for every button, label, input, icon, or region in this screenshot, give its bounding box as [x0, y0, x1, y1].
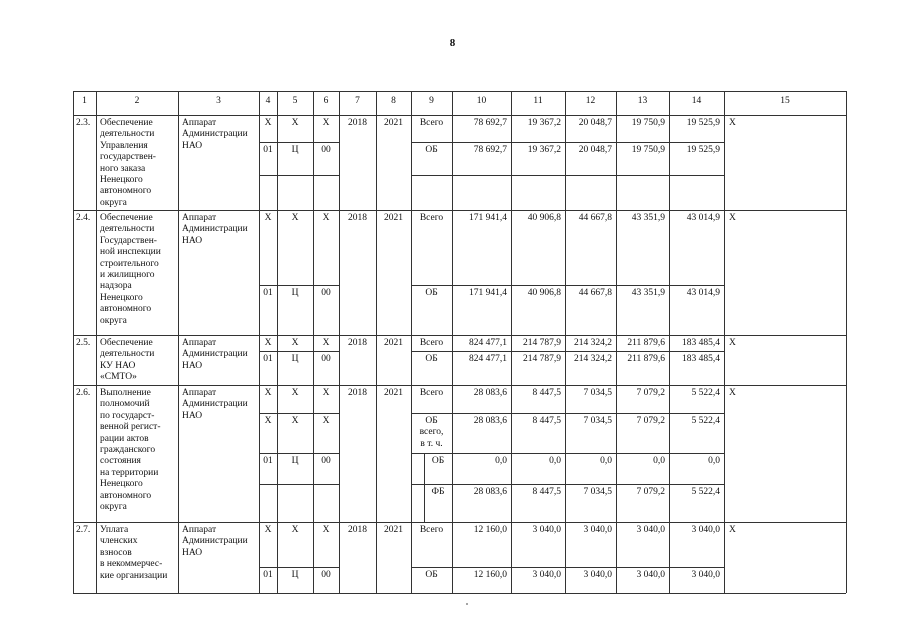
event-name: гражданского	[100, 445, 156, 455]
column-header: 3	[216, 96, 221, 106]
subrow-rule	[411, 453, 724, 454]
event-name: Обеспечение	[100, 213, 153, 223]
column-rule	[178, 335, 179, 385]
amount-value: 28 083,6	[473, 487, 507, 497]
amount-value: 7 079,2	[636, 388, 665, 398]
column-15-mark: Х	[729, 338, 736, 348]
column-header: 2	[134, 96, 140, 106]
subrow-rule	[259, 175, 339, 176]
amount-value: 3 040,0	[691, 525, 720, 535]
amount-value: 19 525,9	[686, 145, 720, 155]
amount-value: 19 367,2	[527, 145, 561, 155]
column-header: 12	[585, 96, 596, 106]
amount-value: 0,0	[600, 456, 612, 466]
event-name: деятельности	[100, 349, 155, 360]
amount-value: 40 906,8	[527, 213, 561, 223]
column-15-mark: Х	[729, 213, 736, 223]
code-col-5: Х	[291, 338, 299, 348]
year-start: 2018	[348, 213, 367, 223]
amount-value: 3 040,0	[532, 525, 561, 535]
amount-value: 20 048,7	[578, 145, 612, 155]
event-name: надзора	[100, 281, 132, 292]
subrow-rule	[411, 142, 724, 143]
code-col-5: Ц	[291, 570, 299, 580]
funding-source: ОБ	[425, 354, 438, 364]
amount-value: 19 525,9	[686, 118, 720, 128]
amount-value: 44 667,8	[578, 288, 612, 298]
amount-value: 5 522,4	[691, 416, 720, 426]
column-rule	[616, 210, 617, 335]
event-name: автономного	[100, 304, 152, 315]
code-col-4: 01	[263, 354, 273, 364]
code-col-5: Х	[291, 416, 299, 426]
subrow-rule	[259, 351, 339, 352]
column-header: 15	[780, 96, 790, 106]
subrow-rule	[411, 567, 724, 568]
code-col-4: 01	[263, 570, 273, 580]
column-header: 8	[391, 96, 396, 106]
funding-source: ОБ	[425, 570, 438, 580]
funding-source: ФБ	[431, 487, 445, 497]
column-header: 10	[476, 96, 487, 106]
column-header: 14	[691, 96, 702, 106]
code-col-5: Х	[291, 525, 299, 535]
code-col-6: Х	[322, 118, 330, 128]
column-rule	[339, 210, 340, 335]
column-rule	[376, 385, 377, 522]
event-name: КУ НАО	[100, 360, 136, 371]
amount-value: 19 750,9	[631, 145, 665, 155]
amount-value: 0,0	[549, 456, 561, 466]
executor-name: Администрации	[182, 349, 248, 360]
code-col-6: 00	[321, 456, 331, 466]
event-name: округа	[100, 315, 127, 326]
column-rule	[846, 210, 847, 335]
executor-name: НАО	[182, 235, 203, 246]
event-name: состояния	[100, 456, 141, 467]
code-col-4: Х	[264, 416, 272, 426]
row-number: 2.7.	[76, 525, 91, 535]
amount-value: 8 447,5	[532, 487, 561, 497]
subrow-rule	[259, 142, 339, 143]
funding-source: в т. ч.	[420, 438, 443, 449]
amount-value: 12 160,0	[473, 570, 507, 580]
column-rule	[669, 210, 670, 335]
amount-value: 824 477,1	[469, 338, 507, 348]
code-col-4: 01	[263, 288, 273, 298]
amount-value: 171 941,4	[469, 288, 507, 298]
event-name: Ненецкого	[100, 175, 143, 185]
code-col-6: 00	[321, 288, 331, 298]
amount-value: 5 522,4	[691, 388, 720, 398]
subrow-rule	[411, 351, 724, 352]
code-col-6: Х	[322, 388, 330, 398]
executor-name: Аппарат	[182, 388, 217, 398]
column-rule	[724, 335, 725, 385]
event-name: государствен-	[100, 152, 156, 163]
code-col-4: Х	[264, 525, 272, 535]
funding-source: Всего	[419, 213, 444, 223]
funding-source: ОБ	[425, 416, 438, 426]
event-name: деятельности	[100, 129, 155, 140]
code-col-6: Х	[322, 213, 330, 223]
year-end: 2021	[384, 338, 403, 348]
amount-value: 3 040,0	[583, 570, 612, 580]
amount-value: 7 034,5	[583, 487, 612, 497]
column-header: 4	[265, 96, 271, 106]
event-name: строительного	[100, 258, 159, 269]
code-col-6: Х	[322, 525, 330, 535]
funding-source: Всего	[419, 525, 444, 535]
column-rule	[73, 210, 74, 335]
code-col-4: 01	[263, 145, 273, 155]
event-name: и жилищного	[100, 270, 155, 280]
row-number: 2.4.	[76, 213, 91, 223]
amount-value: 28 083,6	[473, 388, 507, 398]
column-rule	[96, 385, 97, 522]
amount-value: 43 351,9	[631, 213, 665, 223]
row-separator	[73, 335, 846, 336]
column-rule	[339, 385, 340, 522]
amount-value: 43 014,9	[686, 213, 720, 223]
year-start: 2018	[348, 388, 367, 398]
event-name: кие организации	[100, 570, 168, 581]
amount-value: 8 447,5	[532, 388, 561, 398]
amount-value: 19 367,2	[527, 118, 561, 128]
column-rule	[511, 210, 512, 335]
code-col-6: 00	[321, 145, 331, 155]
executor-name: Аппарат	[182, 213, 217, 223]
executor-name: НАО	[182, 140, 203, 151]
event-name: на территории	[100, 467, 159, 478]
event-name: по государст-	[100, 410, 155, 421]
event-name: ного заказа	[100, 163, 146, 174]
code-col-6: Х	[322, 338, 330, 348]
column-header: 11	[533, 96, 543, 106]
year-start: 2018	[348, 525, 367, 535]
funding-source: ОБ	[431, 456, 445, 466]
code-col-6: 00	[321, 354, 331, 364]
event-name: деятельности	[100, 224, 155, 235]
column-15-mark: Х	[729, 525, 736, 535]
event-name: округа	[100, 502, 127, 512]
column-header: 1	[82, 96, 87, 106]
event-name: «СМТО»	[100, 372, 137, 383]
row-number: 2.6.	[76, 388, 91, 398]
code-col-5: Х	[291, 213, 299, 223]
column-rule	[846, 522, 847, 593]
event-name: ной инспекции	[100, 247, 161, 258]
year-end: 2021	[384, 525, 403, 535]
amount-value: 28 083,6	[473, 416, 507, 426]
column-rule	[96, 522, 97, 593]
amount-value: 0,0	[653, 456, 665, 466]
amount-value: 824 477,1	[469, 354, 507, 364]
amount-value: 3 040,0	[532, 570, 561, 580]
column-rule	[178, 210, 179, 335]
event-name: Управления	[100, 140, 148, 151]
column-rule	[565, 210, 566, 335]
subrow-rule	[259, 413, 339, 414]
row-separator	[73, 522, 846, 523]
amount-value: 5 522,4	[691, 487, 720, 497]
event-name: Обеспечение	[100, 118, 153, 128]
executor-name: НАО	[182, 360, 203, 371]
column-15-mark: Х	[729, 388, 736, 398]
amount-value: 3 040,0	[636, 525, 665, 535]
column-15-mark: Х	[729, 118, 736, 128]
column-rule	[846, 385, 847, 522]
code-col-5: Ц	[291, 145, 299, 155]
funding-source: Всего	[419, 388, 444, 398]
year-end: 2021	[384, 388, 403, 398]
executor-name: Аппарат	[182, 118, 217, 128]
event-name: взносов	[100, 547, 132, 558]
subrow-rule	[259, 484, 339, 485]
column-rule	[96, 210, 97, 335]
amount-value: 43 014,9	[686, 288, 720, 298]
amount-value: 183 485,4	[682, 338, 720, 348]
code-col-4: Х	[264, 338, 272, 348]
row-number: 2.5.	[76, 338, 91, 348]
column-rule	[178, 115, 179, 210]
table-bottom-rule	[73, 593, 846, 594]
executor-name: НАО	[182, 547, 203, 558]
code-col-4: Х	[264, 388, 272, 398]
column-rule	[724, 210, 725, 335]
event-name: полномочий	[100, 399, 150, 410]
amount-value: 12 160,0	[473, 525, 507, 535]
amount-value: 3 040,0	[583, 525, 612, 535]
column-rule	[411, 210, 412, 335]
event-name: Ненецкого	[100, 292, 143, 303]
column-rule	[846, 335, 847, 385]
column-rule	[96, 115, 97, 210]
amount-value: 44 667,8	[578, 213, 612, 223]
code-col-4: Х	[264, 213, 272, 223]
code-col-5: Ц	[291, 354, 299, 364]
subrow-rule	[259, 453, 339, 454]
column-rule	[178, 385, 179, 522]
event-name: автономного	[100, 490, 152, 501]
amount-value: 214 787,9	[523, 338, 561, 348]
executor-name: Аппарат	[182, 338, 217, 348]
code-col-5: Х	[291, 118, 299, 128]
column-header: 5	[292, 96, 298, 106]
event-name: членских	[100, 536, 138, 547]
executor-name: Администрации	[182, 399, 248, 410]
amount-value: 7 034,5	[583, 416, 612, 426]
column-rule	[724, 385, 725, 522]
amount-value: 43 351,9	[631, 288, 665, 298]
subrow-rule	[411, 175, 724, 176]
amount-value: 7 079,2	[636, 487, 665, 497]
subrow-rule	[411, 285, 724, 286]
code-col-5: Ц	[291, 288, 299, 298]
column-rule	[73, 115, 74, 210]
column-rule	[96, 335, 97, 385]
amount-value: 78 692,7	[473, 118, 507, 128]
column-rule	[73, 385, 74, 522]
scan-speck	[466, 603, 468, 605]
funding-source: ОБ	[425, 145, 438, 155]
year-end: 2021	[384, 118, 403, 128]
event-name: рации актов	[100, 433, 149, 444]
amount-value: 40 906,8	[527, 288, 561, 298]
subsource-rule	[424, 453, 425, 522]
event-name: Выполнение	[100, 388, 151, 398]
funding-source: ОБ	[425, 288, 438, 298]
event-name: округа	[100, 197, 127, 208]
row-number: 2.3.	[76, 118, 91, 128]
event-name: венной регист-	[100, 422, 161, 433]
year-end: 2021	[384, 213, 403, 223]
row-separator	[73, 385, 846, 386]
code-col-4: Х	[264, 118, 272, 128]
amount-value: 211 879,6	[627, 338, 665, 348]
amount-value: 3 040,0	[636, 570, 665, 580]
header-column-rule	[846, 91, 847, 115]
amount-value: 3 040,0	[691, 570, 720, 580]
column-rule	[724, 115, 725, 210]
column-header: 6	[323, 96, 329, 106]
amount-value: 183 485,4	[682, 354, 720, 364]
column-header: 9	[429, 96, 434, 106]
funding-source: Всего	[419, 118, 444, 128]
subrow-rule	[259, 567, 339, 568]
code-col-6: 00	[321, 570, 331, 580]
funding-source: всего,	[419, 427, 444, 438]
year-start: 2018	[348, 118, 367, 128]
event-name: Уплата	[100, 525, 129, 535]
column-rule	[178, 522, 179, 593]
event-name: автономного	[100, 186, 152, 197]
subrow-rule	[411, 413, 724, 414]
amount-value: 8 447,5	[532, 416, 561, 426]
code-col-5: Х	[291, 388, 299, 398]
column-rule	[452, 210, 453, 335]
amount-value: 78 692,7	[473, 145, 507, 155]
column-rule	[313, 210, 314, 335]
amount-value: 7 079,2	[636, 416, 665, 426]
column-header: 7	[355, 96, 360, 106]
funding-source: Всего	[419, 338, 444, 348]
amount-value: 7 034,5	[583, 388, 612, 398]
amount-value: 214 324,2	[574, 338, 612, 348]
event-name: в некоммерчес-	[100, 559, 163, 570]
column-rule	[73, 522, 74, 593]
table-top-rule	[73, 91, 846, 92]
amount-value: 171 941,4	[469, 213, 507, 223]
column-rule	[259, 210, 260, 335]
amount-value: 214 324,2	[574, 354, 612, 364]
code-col-6: Х	[322, 416, 330, 426]
event-name: Ненецкого	[100, 479, 143, 490]
executor-name: Администрации	[182, 536, 248, 547]
subrow-rule	[259, 285, 339, 286]
row-separator	[73, 115, 846, 116]
amount-value: 0,0	[708, 456, 720, 466]
subrow-rule	[411, 484, 724, 485]
column-header: 13	[637, 96, 648, 106]
column-rule	[724, 522, 725, 593]
year-start: 2018	[348, 338, 367, 348]
amount-value: 20 048,7	[578, 118, 612, 128]
executor-name: Администрации	[182, 129, 248, 140]
column-rule	[277, 210, 278, 335]
event-name: Обеспечение	[100, 338, 153, 348]
executor-name: НАО	[182, 410, 203, 421]
amount-value: 0,0	[495, 456, 507, 466]
code-col-4: 01	[263, 456, 273, 466]
row-separator	[73, 210, 846, 211]
code-col-5: Ц	[291, 456, 299, 466]
executor-name: Аппарат	[182, 525, 217, 535]
budget-table	[73, 91, 846, 593]
column-rule	[73, 335, 74, 385]
executor-name: Администрации	[182, 224, 248, 235]
amount-value: 211 879,6	[627, 354, 665, 364]
page-number: 8	[449, 37, 456, 49]
column-rule	[846, 115, 847, 210]
column-rule	[376, 210, 377, 335]
amount-value: 214 787,9	[523, 354, 561, 364]
event-name: Государствен-	[100, 235, 157, 246]
amount-value: 19 750,9	[631, 118, 665, 128]
